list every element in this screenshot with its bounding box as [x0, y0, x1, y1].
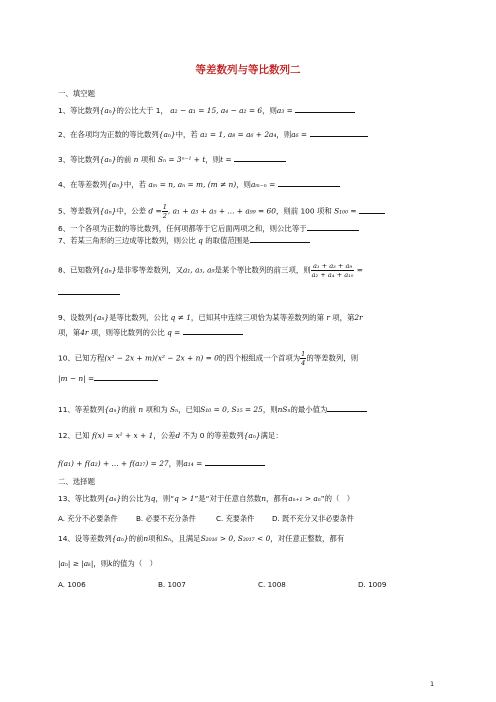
q-math: n [143, 534, 149, 543]
question-14-line2 [58, 558, 450, 569]
q-math: 2r [354, 313, 363, 322]
question-8-answer-line [58, 286, 450, 298]
seq-symbol: {aₙ} [99, 206, 117, 216]
option-c[interactable]: C. 1008 [258, 580, 286, 589]
q-text: 中，若 [175, 130, 198, 139]
q-number: 14、 [58, 534, 75, 543]
answer-blank[interactable] [278, 178, 340, 187]
option-d[interactable]: D. 1009 [358, 580, 387, 589]
q-text: ，公差 [153, 431, 176, 440]
q-text: 的值为（ ） [112, 559, 157, 568]
q-text: ，且满足 [171, 534, 201, 543]
q-text: 已知数列 [70, 265, 100, 275]
question-12-line2 [58, 457, 450, 469]
frac-num: 1 [301, 350, 306, 358]
q-math: |aₙ| ≥ |aₖ| [58, 559, 94, 568]
section-choice-heading: 二、选择题 [58, 477, 95, 486]
q-text: 项和 [140, 155, 156, 164]
seq-symbol: {aₙ} [99, 265, 117, 275]
q-text: 设数列 [70, 313, 93, 322]
q-text: ”是“对于任意自然数 [194, 494, 262, 503]
seq-symbol: {aₙ} [243, 431, 261, 440]
option-d[interactable]: D. 既不充分又非必要条件 [272, 514, 354, 523]
question-1 [58, 104, 450, 116]
q-number: 1、 [58, 106, 71, 115]
q-text: 的公比大于 1， [116, 106, 168, 115]
q-math: a₃ = [276, 106, 293, 115]
question-2 [58, 128, 450, 140]
seq-symbol: {aₙ} [107, 180, 124, 189]
answer-blank[interactable] [94, 372, 158, 381]
q-text: 项和为 [145, 405, 168, 414]
question-9 [58, 312, 450, 323]
q-math: a₂ − a₁ = 15, a₄ − a₂ = 6 [170, 106, 263, 115]
question-7 [58, 234, 450, 246]
answer-blank[interactable] [310, 128, 368, 137]
seq-symbol: {aₙ} [158, 130, 176, 139]
q-text: ，已知 [178, 405, 201, 414]
q-text: 满足： [260, 431, 283, 440]
q-math: a₆ = [291, 130, 308, 139]
q-math: q [150, 494, 156, 503]
question-14 [58, 533, 450, 544]
q-math: q [198, 236, 203, 245]
q-text: 在各项均为正数的等比数列 [70, 130, 159, 139]
q-text: 不为 0 的等差数列 [182, 431, 244, 440]
q-text: 已知方程 [74, 353, 105, 363]
q-math: q = [167, 328, 181, 337]
q-text: 等比数列 [70, 155, 100, 164]
question-3 [58, 153, 450, 165]
q-text: ，已知其中连续三项恰为某等差数列的第 [190, 313, 324, 322]
question-5 [58, 203, 450, 220]
answer-blank[interactable] [295, 104, 355, 113]
q-text: 的前 [116, 155, 132, 164]
fraction [311, 262, 355, 279]
q-text: ，都有 [266, 494, 289, 503]
answer-blank[interactable] [234, 153, 286, 162]
q-math: = [356, 265, 363, 275]
q-text: 项，则等比数列的公比 [90, 328, 165, 337]
q-math: f(x) = x² + x + 1 [91, 431, 154, 440]
q-text: 中，若 [123, 180, 147, 189]
question-6 [58, 222, 450, 234]
q-number: 3、 [58, 155, 71, 164]
q-number: 4、 [58, 180, 71, 189]
question-10 [58, 350, 450, 367]
q-text: 等差数列 [70, 206, 100, 216]
q-text: 在等差数列 [70, 180, 108, 189]
q-math: (x² − 2x + m)(x² − 2x + n) = 0 [104, 353, 219, 363]
question-13 [58, 493, 450, 504]
q-text: ，则 [93, 559, 109, 568]
seq-symbol: {aₙ} [92, 313, 110, 322]
q-text: 的前 [121, 405, 136, 414]
q-text: 是非零等差数列，又 [116, 265, 184, 275]
q-text: 的公比为 [121, 494, 151, 503]
q-text: 的四个根组成一个首项为 [218, 353, 301, 363]
q-text: 的等差数列，则 [306, 353, 359, 363]
q-math: n [261, 494, 267, 503]
q-number: 12、 [58, 431, 75, 440]
option-c[interactable]: C. 充要条件 [216, 514, 255, 523]
q-text: ，则 [236, 180, 251, 189]
q-text: 项和 [148, 534, 163, 543]
q-number: 5、 [58, 206, 71, 216]
q-text: 等差数列 [74, 405, 105, 414]
answer-blank[interactable] [359, 205, 385, 214]
question-11 [58, 403, 450, 415]
question-12 [58, 430, 450, 441]
q-text: 项，第 [332, 313, 355, 322]
q-math: r [326, 313, 330, 322]
q-text: 是某个等比数列的前三项，则 [214, 265, 311, 275]
q-math: n [133, 155, 139, 164]
q-math: Sₙ = 3ⁿ⁻¹ + t [157, 155, 206, 164]
q-math: nSₙ [277, 405, 291, 414]
q-text: ，则 [276, 130, 292, 139]
q-math: 4r [80, 328, 89, 337]
q-math: n [138, 405, 144, 414]
q-text: 设等差数列 [74, 534, 112, 543]
q-text: ，则“ [155, 494, 175, 503]
seq-symbol: {aₙ} [104, 494, 122, 503]
answer-blank[interactable] [307, 222, 359, 231]
q-text: 一个各项为正数的等比数列，任何项都等于它后面两项之和，则公比等于 [70, 224, 307, 233]
question-14-options [58, 580, 386, 589]
question-13-options [58, 514, 354, 524]
q-text: ，则 [205, 155, 221, 164]
option-a[interactable]: A. 1006 [58, 580, 86, 589]
q-text: 的取值范围是 [205, 236, 250, 245]
frac-den: 4 [301, 359, 306, 367]
answer-blank[interactable] [327, 403, 367, 412]
seq-symbol: {aₙ} [111, 534, 129, 543]
q-number: 7、 [58, 236, 71, 245]
option-b[interactable]: B. 必要不充分条件 [136, 514, 196, 523]
q-math: Sₙ [162, 534, 171, 543]
seq-symbol: {aₙ} [104, 405, 122, 414]
question-10-line2 [58, 372, 450, 384]
frac-den: a₂ + a₄ + a₁₀ [311, 271, 354, 279]
seq-symbol: {aₙ} [99, 106, 117, 115]
q-text: 已知 [74, 431, 90, 440]
q-math: a₁, a₃, a₉ [183, 265, 215, 275]
q-math: k [108, 559, 113, 568]
q-math: q ≠ 1 [170, 313, 191, 322]
q-math: d [175, 431, 181, 440]
q-number: 8、 [58, 265, 71, 275]
q-text: 的最小值为 [290, 405, 328, 414]
q-math: aₘ₋ₙ = [250, 180, 276, 189]
section-fill-heading: 一、填空题 [58, 89, 95, 98]
q-math: a₂ = 1, a₈ = a₆ + 2a₄ [200, 130, 277, 139]
q-text: 中，公差 [116, 206, 147, 216]
page-title: 等差数列与等比数列二 [195, 64, 301, 76]
q-number: 13、 [58, 494, 75, 503]
q-math: d = [148, 206, 162, 216]
seq-symbol: {aₙ} [99, 155, 117, 164]
page-number: 1 [430, 680, 435, 688]
q-number: 9、 [58, 313, 71, 322]
answer-blank[interactable] [183, 326, 243, 335]
frac-den: 2 [162, 212, 167, 220]
frac-num: 1 [162, 203, 167, 211]
answer-blank[interactable] [250, 234, 310, 243]
q-math: aₘ = n, aₙ = m, (m ≠ n) [148, 180, 237, 189]
q-math: S₁₀ = 0, S₁₅ = 25 [200, 405, 263, 414]
q-text: ”的（ ） [320, 494, 355, 503]
q-text: 是等比数列，公比 [109, 313, 169, 322]
q-text: 项，第 [58, 328, 81, 337]
q-math: S₁₀₀ = [334, 206, 357, 216]
answer-blank[interactable] [205, 457, 265, 466]
q-text: 等比数列 [70, 106, 100, 115]
q-number: 2、 [58, 130, 71, 139]
question-9-line2 [58, 326, 450, 338]
q-text: 等比数列 [74, 494, 105, 503]
option-a[interactable]: A. 充分不必要条件 [58, 514, 118, 523]
question-4 [58, 178, 450, 190]
q-text: 若某三角形的三边成等比数列，则公比 [70, 236, 196, 245]
q-number: 10、 [58, 353, 75, 363]
q-text: ，则前 100 项和 [275, 206, 332, 216]
q-math: S₂₀₁₆ > 0, S₂₀₁₇ < 0 [200, 534, 271, 543]
q-number: 11、 [58, 405, 75, 414]
option-b[interactable]: B. 1007 [158, 580, 186, 589]
q-math: q > 1 [174, 494, 195, 503]
q-math: a₁₄ = [183, 459, 203, 468]
q-math: |m − n| = [58, 374, 95, 383]
q-text: ，则 [168, 459, 184, 468]
q-text: 的前 [128, 534, 144, 543]
answer-blank[interactable] [58, 286, 120, 295]
frac-num: a₁ + a₃ + a₉ [311, 262, 355, 271]
q-math: aₙ₊₁ > aₙ [288, 494, 321, 503]
q-math: f(a₁) + f(a₂) + ... + f(a₂₇) = 27 [58, 459, 169, 468]
q-math: , a₁ + a₃ + a₅ + ... + a₉₉ = 60 [167, 206, 276, 216]
question-8 [58, 262, 450, 279]
q-number: 6、 [58, 224, 71, 233]
q-text: ，则 [262, 106, 277, 115]
q-math: t = [220, 155, 232, 164]
q-math: Sₙ [170, 405, 179, 414]
q-text: ，则 [262, 405, 278, 414]
q-text: ，对任意正整数，都有 [270, 534, 345, 543]
